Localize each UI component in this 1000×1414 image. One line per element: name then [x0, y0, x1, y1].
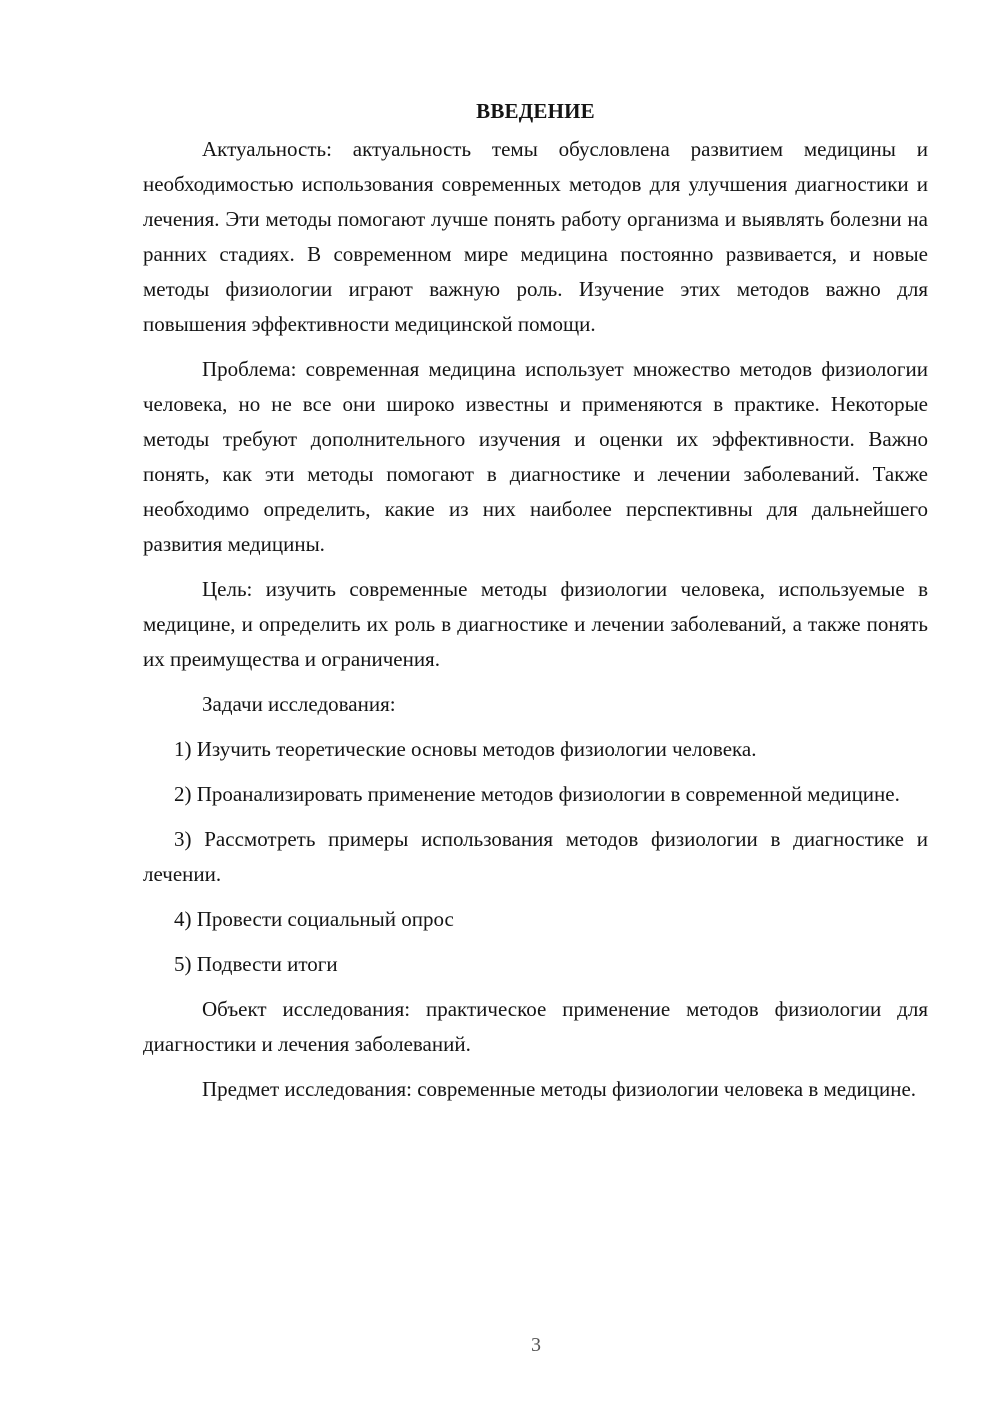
tasks-heading: Задачи исследования:: [202, 692, 396, 716]
task-item-4: 4) Провести социальный опрос: [174, 907, 454, 931]
task-item-1: 1) Изучить теоретические основы методов физиологии человека.: [174, 737, 757, 761]
task-item-2: 2) Проанализировать применение методов физиологии в современной медицине.: [174, 782, 900, 806]
page-content: [143, 96, 928, 1117]
relevance-paragraph: Актуальность: актуальность темы обусловлена развитием медицины и необходимостью использования современных методов для улучшения диагностики и лечения. Эти методы помогают лучше понять работу организма и выявлять болезни на ранних стадиях. В современном мире медицина постоянно развивается, и новые методы физиологии играют важную роль. Изучение этих методов важно для повышения эффективности медицинской помощи.: [143, 137, 928, 336]
task-item-3: 3) Рассмотреть примеры использования методов физиологии в диагностике и лечении.: [143, 827, 928, 886]
object-paragraph: Объект исследования: практическое применение методов физиологии для диагностики и лечения заболеваний.: [143, 997, 928, 1056]
section-title: ВВЕДЕНИЕ: [476, 99, 595, 123]
problem-paragraph: Проблема: современная медицина использует множество методов физиологии человека, но не все они широко известны и применяются в практике. Некоторые методы требуют дополнительного изучения и оценки их эффективности. Важно понять, как эти методы помогают в диагностике и лечении заболеваний. Также необходимо определить, какие из них наиболее перспективны для дальнейшего развития медицины.: [143, 357, 928, 556]
goal-paragraph: Цель: изучить современные методы физиологии человека, используемые в медицине, и определить их роль в диагностике и лечении заболеваний, а также понять их преимущества и ограничения.: [143, 577, 928, 671]
task-item-5: 5) Подвести итоги: [174, 952, 338, 976]
page-number: 3: [531, 1334, 541, 1356]
subject-paragraph: Предмет исследования: современные методы физиологии человека в медицине.: [202, 1077, 917, 1101]
